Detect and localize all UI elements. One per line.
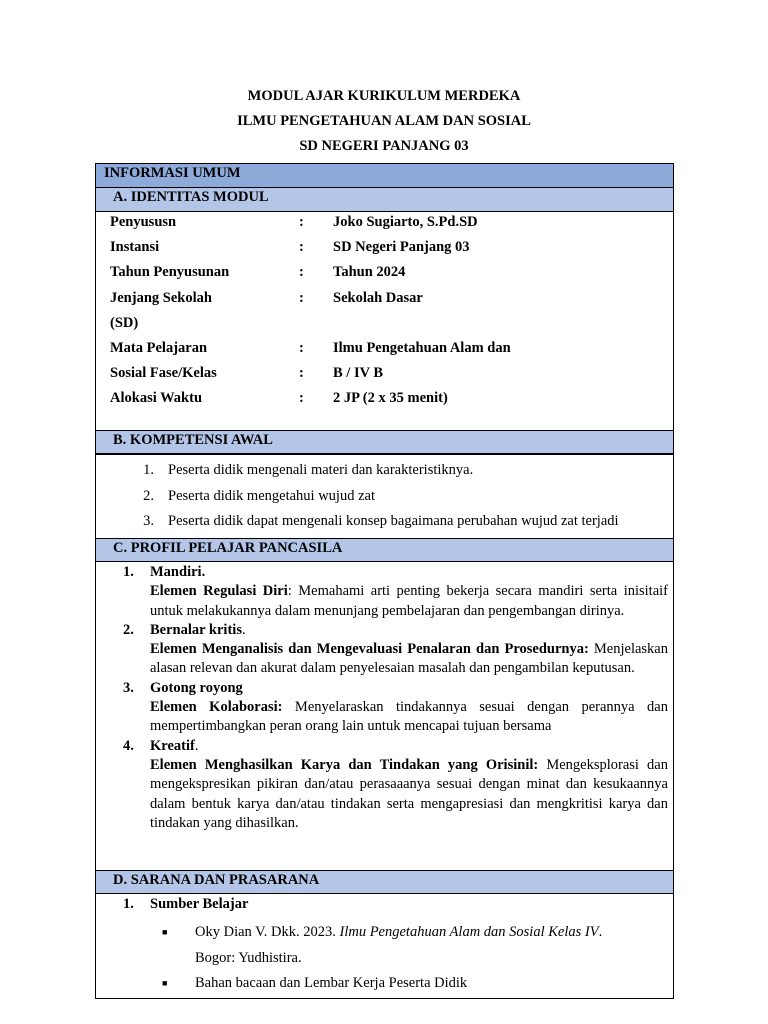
sarana-item-head: Sumber Belajar: [150, 896, 249, 912]
identitas-row: [96, 263, 673, 288]
profil-head-suffix: .: [194, 737, 199, 754]
identitas-key: Mata Pelajaran: [110, 339, 208, 356]
bullet-item: [162, 971, 668, 997]
info-umum-header: INFORMASI UMUM: [96, 164, 673, 188]
identitas-value: Ilmu Pengetahuan Alam dan: [333, 339, 511, 356]
identitas-key: Tahun Penyusunan: [110, 264, 230, 281]
identitas-value: 2 JP (2 x 35 menit): [333, 390, 448, 407]
identitas-key: Instansi: [110, 239, 160, 256]
identitas-value: SD Negeri Panjang 03: [333, 239, 470, 256]
list-item: [96, 512, 673, 538]
bullet-text-line2: Bogor: Yudhistira.: [195, 949, 302, 966]
identitas-row: [96, 289, 673, 314]
identitas-row: [96, 238, 673, 263]
profil-head: Bernalar kritis: [150, 621, 242, 638]
profil-number: 1.: [123, 564, 134, 580]
bullet-square-icon: ■: [162, 978, 168, 988]
profil-head-suffix: .: [241, 621, 246, 638]
identitas-row: [96, 389, 673, 414]
profil-element: Elemen Kolaborasi:: [150, 699, 283, 716]
identitas-colon: :: [299, 289, 304, 306]
kompetensi-section: [96, 454, 673, 538]
list-number: 3.: [143, 513, 154, 529]
document-title: [0, 86, 768, 161]
profil-element: Elemen Regulasi Diri: [150, 583, 288, 600]
identitas-key: Sosial Fase/Kelas: [110, 365, 217, 382]
bullet-text-suffix: .: [598, 924, 603, 940]
profil-text: Menyelaraskan tindakannya sesuai dengan perannya dan mempertimbangkan peran orang lain untuk mencapai tujuan bersama: [150, 699, 668, 735]
identitas-colon: :: [299, 239, 304, 256]
sarana-item: [123, 895, 668, 920]
profil-item: [123, 737, 668, 833]
bullet-square-icon: ■: [162, 927, 168, 937]
list-item: [96, 461, 673, 487]
identitas-colon: :: [299, 264, 304, 281]
list-number: 1.: [143, 462, 154, 478]
identitas-colon: :: [299, 390, 304, 407]
bullet-text: Bahan bacaan dan Lembar Kerja Peserta Didik: [195, 975, 468, 991]
identitas-key: Alokasi Waktu: [110, 390, 203, 407]
identitas-row: [96, 339, 673, 364]
identitas-heading: A. IDENTITAS MODUL: [96, 188, 673, 212]
profil-number: 3.: [123, 679, 134, 696]
profil-text: Menjelaskan alasan relevan dan akurat dalam penyelesaian masalah dan pengambilan keputusan.: [150, 641, 668, 677]
identitas-key: Jenjang Sekolah: [110, 289, 212, 306]
profil-item: [123, 679, 668, 737]
identitas-row: [96, 314, 673, 339]
title-line-2: ILMU PENGETAHUAN ALAM DAN SOSIAL: [237, 113, 531, 129]
identitas-colon: :: [299, 365, 304, 382]
title-line-1: MODUL AJAR KURIKULUM MERDEKA: [247, 88, 521, 104]
profil-section: [96, 562, 673, 870]
identitas-section: [96, 212, 673, 430]
sarana-heading: D. SARANA DAN PRASARANA: [96, 870, 673, 894]
bullet-book-title: Ilmu Pengetahuan Alam dan Sosial Kelas IV: [339, 924, 599, 940]
identitas-value: Tahun 2024: [333, 264, 406, 281]
identitas-key: (SD): [110, 314, 139, 331]
bullet-text: Oky Dian V. Dkk. 2023.: [195, 924, 340, 940]
profil-element: Elemen Menganalisis dan Mengevaluasi Penalaran dan Prosedurnya:: [150, 641, 589, 658]
kompetensi-heading: B. KOMPETENSI AWAL: [96, 430, 673, 454]
profil-head: Mandiri: [150, 564, 202, 580]
profil-text: Mengeksplorasi dan mengekspresikan pikiran dan/atau perasaaanya sesuai dengan minat dan kesukaannya dalam bentuk karya dan/atau tindakan serta mengapresiasi dan mengkritisi karya dan tindakan yang dihasilkan.: [150, 756, 668, 831]
sarana-section: [96, 894, 673, 997]
list-number: 2.: [143, 487, 154, 504]
title-line-3: SD NEGERI PANJANG 03: [299, 138, 469, 154]
profil-head-suffix: .: [201, 564, 206, 580]
identitas-value: Joko Sugiarto, S.Pd.SD: [333, 214, 478, 230]
identitas-row: [96, 364, 673, 389]
profil-sep: :: [287, 583, 292, 600]
sarana-number: 1.: [123, 896, 134, 912]
list-text: Peserta didik dapat mengenali konsep bagaimana perubahan wujud zat terjadi: [168, 513, 619, 529]
profil-head: Gotong royong: [150, 679, 243, 696]
bullet-item: [162, 920, 668, 971]
module-table: [95, 163, 674, 999]
profil-element: Elemen Menghasilkan Karya dan Tindakan yang Orisinil:: [150, 756, 539, 773]
identitas-key: Penyususn: [110, 214, 177, 230]
profil-item: [123, 563, 668, 621]
identitas-row: [96, 213, 673, 238]
identitas-value: B / IV B: [333, 365, 384, 382]
profil-head: Kreatif: [150, 737, 195, 754]
identitas-value: Sekolah Dasar: [333, 289, 423, 306]
identitas-value: [333, 314, 673, 339]
profil-number: 4.: [123, 737, 134, 754]
identitas-colon: :: [299, 214, 304, 230]
list-text: Peserta didik mengenali materi dan karakteristiknya.: [168, 462, 474, 478]
list-text: Peserta didik mengetahui wujud zat: [168, 487, 375, 504]
profil-item: [123, 621, 668, 679]
identitas-colon: [299, 314, 333, 339]
identitas-colon: :: [299, 339, 304, 356]
profil-number: 2.: [123, 621, 134, 638]
list-item: [96, 487, 673, 513]
profil-heading: C. PROFIL PELAJAR PANCASILA: [96, 538, 673, 562]
profil-text: Memahami arti penting bekerja secara mandiri serta inisitaif untuk melakukannya dalam menunjang pembelajaran dan pengembangan dirinya.: [150, 583, 668, 619]
